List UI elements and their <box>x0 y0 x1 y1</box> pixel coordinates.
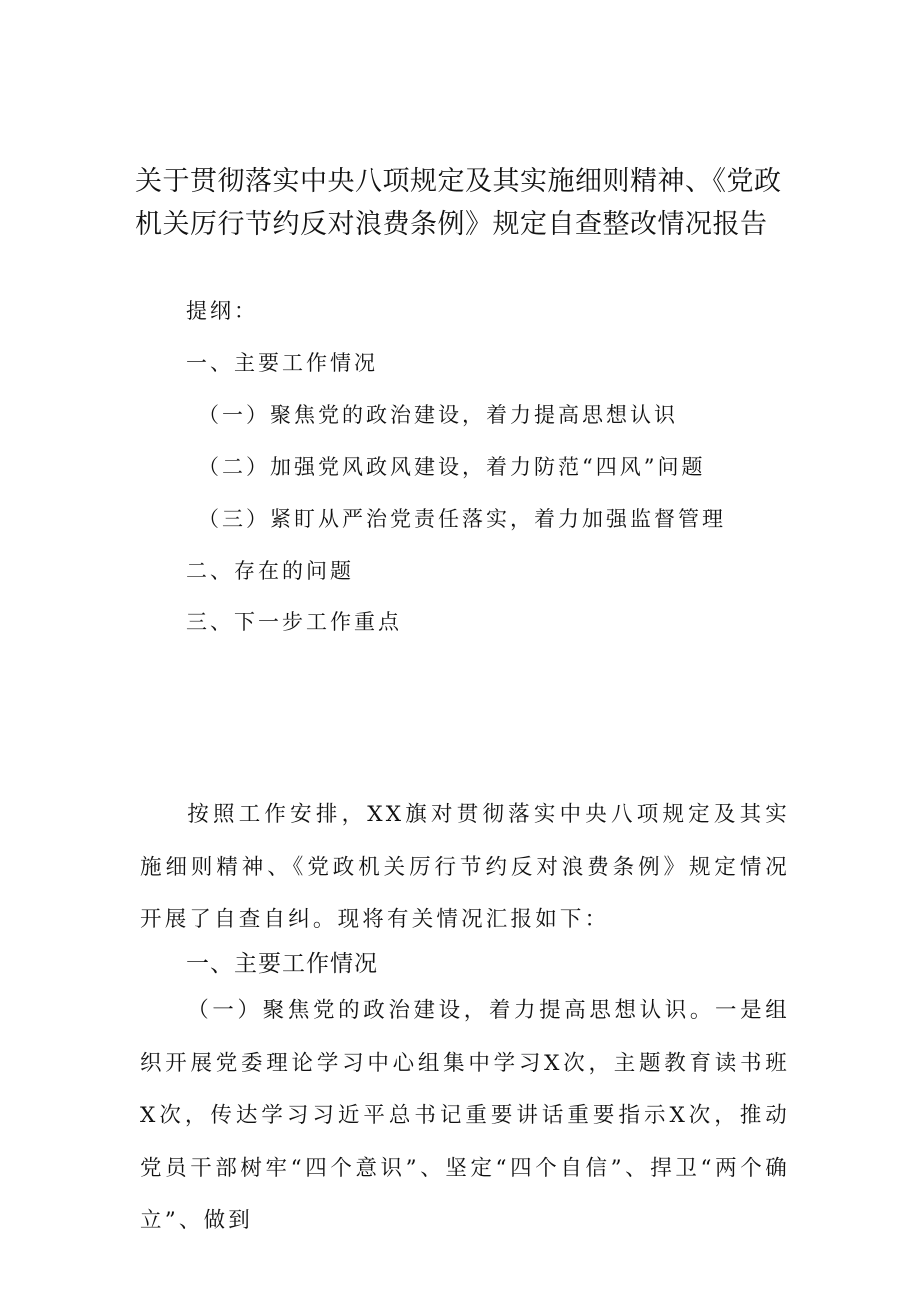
outline-item-3: 三、下一步工作重点 <box>186 610 402 634</box>
document-title: 关于贯彻落实中央八项规定及其实施细则精神、《党政机关厉行节约反对浪费条例》规定自查整改情况报告 <box>135 166 782 240</box>
outline-label: 提纲： <box>186 299 258 323</box>
outline-item-1-3: （三）紧盯从严治党责任落实，着力加强监督管理 <box>198 507 726 531</box>
outline-item-1-2: （二）加强党风政风建设，着力防范“四风”问题 <box>198 455 706 479</box>
section-heading-main-work: 一、主要工作情况 <box>186 951 378 977</box>
outline-item-1-1: （一）聚焦党的政治建设，着力提高思想认识 <box>198 403 678 427</box>
intro-paragraph: 按照工作安排，XX旗对贯彻落实中央八项规定及其实施细则精神、《党政机关厉行节约反对浪费条例》规定情况开展了自查自纠。现将有关情况汇报如下： <box>140 802 790 932</box>
outline-item-2: 二、存在的问题 <box>186 559 354 583</box>
outline-item-1: 一、主要工作情况 <box>186 351 378 375</box>
section-1-paragraph-1: （一）聚焦党的政治建设，着力提高思想认识。一是组织开展党委理论学习中心组集中学习X次，主题教育读书班X次，传达学习习近平总书记重要讲话重要指示X次，推动党员干部树牢“四个意识”、坚定“四个自信”、捍卫“两个确立”、做到 <box>140 998 790 1233</box>
